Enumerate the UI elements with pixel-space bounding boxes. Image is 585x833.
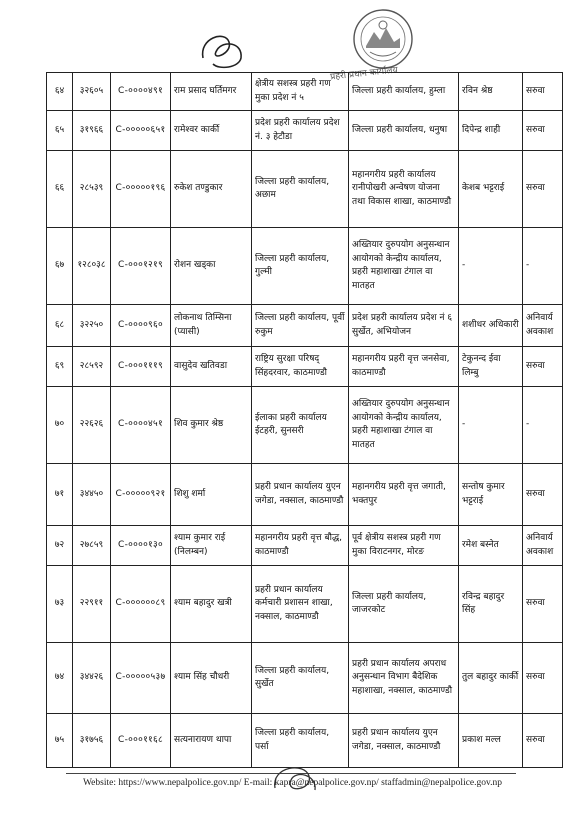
serial-number-cell: ६९ bbox=[47, 347, 73, 387]
replacement-name-cell: केशब भट्टराई bbox=[459, 151, 523, 228]
employee-id-cell: ३४४५० bbox=[73, 464, 111, 526]
employee-name-cell: रोशन खड्का bbox=[171, 228, 252, 305]
replacement-name-cell: रविन श्रेष्ठ bbox=[459, 73, 523, 111]
employee-name-cell: लोकनाथ तिम्सिना (प्यासी) bbox=[171, 305, 252, 347]
action-type-cell: अनिवार्य अवकाश bbox=[523, 526, 563, 566]
table-row bbox=[47, 73, 563, 111]
table-row bbox=[47, 305, 563, 347]
footer-contact: Website: https://www.nepalpolice.gov.np/ E-mail: kapra@nepalpolice.gov.np/ staffadmin@nepalpolice.gov.np bbox=[82, 778, 503, 788]
action-type-cell: सरुवा bbox=[523, 151, 563, 228]
service-code-cell: C-०००००९२१ bbox=[111, 464, 171, 526]
serial-number-cell: ६८ bbox=[47, 305, 73, 347]
service-code-cell: C-०००११६८ bbox=[111, 714, 171, 768]
new-office-cell: महानगरीय प्रहरी वृत्त जनसेवा, काठमाण्डौ bbox=[349, 347, 459, 387]
table-row bbox=[47, 464, 563, 526]
action-type-cell: - bbox=[523, 228, 563, 305]
employee-name-cell: सत्यनारायण थापा bbox=[171, 714, 252, 768]
employee-name-cell: शिव कुमार श्रेष्ठ bbox=[171, 387, 252, 464]
employee-id-cell: ३४४२६ bbox=[73, 643, 111, 714]
table-row bbox=[47, 643, 563, 714]
transfer-table bbox=[46, 72, 563, 768]
action-type-cell: सरुवा bbox=[523, 714, 563, 768]
service-code-cell: C-०००१११९ bbox=[111, 347, 171, 387]
service-code-cell: C-००००४५१ bbox=[111, 387, 171, 464]
employee-name-cell: राम प्रसाद घर्तिमगर bbox=[171, 73, 252, 111]
employee-name-cell: श्याम सिंह चौधरी bbox=[171, 643, 252, 714]
employee-name-cell: रामेश्वर कार्की bbox=[171, 111, 252, 151]
serial-number-cell: ७५ bbox=[47, 714, 73, 768]
action-type-cell: सरुवा bbox=[523, 347, 563, 387]
action-type-cell: सरुवा bbox=[523, 111, 563, 151]
employee-name-cell: रुकेश तण्डुकार bbox=[171, 151, 252, 228]
signature-mark-icon bbox=[195, 28, 250, 73]
new-office-cell: जिल्ला प्रहरी कार्यालय, धनुषा bbox=[349, 111, 459, 151]
new-office-cell: पूर्व क्षेत्रीय सशस्त्र प्रहरी गण मुका विराटनगर, मोरङ bbox=[349, 526, 459, 566]
serial-number-cell: ७३ bbox=[47, 566, 73, 643]
employee-name-cell: श्याम कुमार राई (निलम्बन) bbox=[171, 526, 252, 566]
replacement-name-cell: दिपेन्द्र शाही bbox=[459, 111, 523, 151]
stamp-line: प्रहरी प्रधान कार्यालय bbox=[329, 65, 399, 83]
service-code-cell: C-०००००१९६ bbox=[111, 151, 171, 228]
action-type-cell: सरुवा bbox=[523, 73, 563, 111]
employee-id-cell: ३२६०५ bbox=[73, 73, 111, 111]
replacement-name-cell: प्रकाश मल्ल bbox=[459, 714, 523, 768]
employee-id-cell: ३१९६६ bbox=[73, 111, 111, 151]
new-office-cell: अख्तियार दुरुपयोग अनुसन्धान आयोगको केन्द्रीय कार्यालय, प्रहरी महाशाखा टंगाल वा मातहत bbox=[349, 228, 459, 305]
current-office-cell: महानगरीय प्रहरी वृत्त बौद्ध, काठमाण्डौ bbox=[252, 526, 349, 566]
service-code-cell: C-००००००८९ bbox=[111, 566, 171, 643]
action-type-cell: सरुवा bbox=[523, 643, 563, 714]
replacement-name-cell: - bbox=[459, 387, 523, 464]
employee-name-cell: श्याम बहादुर खत्री bbox=[171, 566, 252, 643]
current-office-cell: राष्ट्रिय सुरक्षा परिषद् सिंहदरवार, काठमाण्डौ bbox=[252, 347, 349, 387]
new-office-cell: महानगरीय प्रहरी वृत्त जगाती, भक्तपुर bbox=[349, 464, 459, 526]
replacement-name-cell: रविन्द्र बहादुर सिंह bbox=[459, 566, 523, 643]
new-office-cell: जिल्ला प्रहरी कार्यालय, हुम्ला bbox=[349, 73, 459, 111]
table-row bbox=[47, 347, 563, 387]
serial-number-cell: ६६ bbox=[47, 151, 73, 228]
current-office-cell: जिल्ला प्रहरी कार्यालय, अछाम bbox=[252, 151, 349, 228]
new-office-cell: प्रहरी प्रधान कार्यालय अपराध अनुसन्धान विभाग बैदेशिक महाशाखा, नक्साल, काठमाण्डौ bbox=[349, 643, 459, 714]
service-code-cell: C-०००००५३७ bbox=[111, 643, 171, 714]
serial-number-cell: ७१ bbox=[47, 464, 73, 526]
serial-number-cell: ७२ bbox=[47, 526, 73, 566]
serial-number-cell: ७४ bbox=[47, 643, 73, 714]
service-code-cell: C-०००००६५१ bbox=[111, 111, 171, 151]
current-office-cell: जिल्ला प्रहरी कार्यालय, पूर्वी रुकुम bbox=[252, 305, 349, 347]
action-type-cell: अनिवार्य अवकाश bbox=[523, 305, 563, 347]
table-row bbox=[47, 526, 563, 566]
action-type-cell: सरुवा bbox=[523, 566, 563, 643]
new-office-cell: अख्तियार दुरुपयोग अनुसन्धान आयोगको केन्द्रीय कार्यालय, प्रहरी महाशाखा टंगाल वा मातहत bbox=[349, 387, 459, 464]
replacement-name-cell: शशीधर अधिकारी bbox=[459, 305, 523, 347]
employee-id-cell: २८५३९ bbox=[73, 151, 111, 228]
employee-id-cell: २८५९२ bbox=[73, 347, 111, 387]
new-office-cell: प्रदेश प्रहरी कार्यालय प्रदेश नं ६ सुर्खेत, अभियोजन bbox=[349, 305, 459, 347]
replacement-name-cell: तुल बहादुर कार्की bbox=[459, 643, 523, 714]
serial-number-cell: ६५ bbox=[47, 111, 73, 151]
employee-name-cell: शिशु शर्मा bbox=[171, 464, 252, 526]
service-code-cell: C-००००४९१ bbox=[111, 73, 171, 111]
employee-name-cell: वासुदेव खतिवडा bbox=[171, 347, 252, 387]
action-type-cell: सरुवा bbox=[523, 464, 563, 526]
replacement-name-cell: सन्तोष कुमार भट्टराई bbox=[459, 464, 523, 526]
employee-id-cell: २७८५९ bbox=[73, 526, 111, 566]
table-row bbox=[47, 111, 563, 151]
table-row bbox=[47, 151, 563, 228]
current-office-cell: जिल्ला प्रहरी कार्यालय, गुल्मी bbox=[252, 228, 349, 305]
replacement-name-cell: टेकुनन्द ईवा लिम्बु bbox=[459, 347, 523, 387]
replacement-name-cell: रमेश बस्नेत bbox=[459, 526, 523, 566]
serial-number-cell: ६७ bbox=[47, 228, 73, 305]
current-office-cell: क्षेत्रीय सशस्त्र प्रहरी गण मुका प्रदेश नं ५ bbox=[252, 73, 349, 111]
current-office-cell: प्रहरी प्रधान कार्यालय युएन जगेडा, नक्साल, काठमाण्डौ bbox=[252, 464, 349, 526]
employee-id-cell: २२९११ bbox=[73, 566, 111, 643]
current-office-cell: ईलाका प्रहरी कार्यालय ईटहरी, सुनसरी bbox=[252, 387, 349, 464]
service-code-cell: C-०००१२१९ bbox=[111, 228, 171, 305]
employee-id-cell: ३१७५६ bbox=[73, 714, 111, 768]
action-type-cell: - bbox=[523, 387, 563, 464]
current-office-cell: जिल्ला प्रहरी कार्यालय, सुर्खेत bbox=[252, 643, 349, 714]
current-office-cell: जिल्ला प्रहरी कार्यालय, पर्सा bbox=[252, 714, 349, 768]
new-office-cell: प्रहरी प्रधान कार्यालय युएन जगेडा, नक्साल, काठमाण्डौ bbox=[349, 714, 459, 768]
government-emblem-seal-icon bbox=[352, 8, 414, 70]
serial-number-cell: ६४ bbox=[47, 73, 73, 111]
service-code-cell: C-००००९६० bbox=[111, 305, 171, 347]
employee-id-cell: ३२२५० bbox=[73, 305, 111, 347]
table-row bbox=[47, 387, 563, 464]
current-office-cell: प्रहरी प्रधान कार्यालय कर्मचारी प्रशासन शाखा, नक्साल, काठमाण्डौ bbox=[252, 566, 349, 643]
new-office-cell: महानगरीय प्रहरी कार्यालय रानीपोखरी अन्वेषण योजना तथा विकास शाखा, काठमाण्डौ bbox=[349, 151, 459, 228]
serial-number-cell: ७० bbox=[47, 387, 73, 464]
table-row bbox=[47, 566, 563, 643]
employee-id-cell: १२८०३८ bbox=[73, 228, 111, 305]
service-code-cell: C-००००१३० bbox=[111, 526, 171, 566]
new-office-cell: जिल्ला प्रहरी कार्यालय, जाजरकोट bbox=[349, 566, 459, 643]
replacement-name-cell: - bbox=[459, 228, 523, 305]
employee-id-cell: २२६२६ bbox=[73, 387, 111, 464]
table-row bbox=[47, 228, 563, 305]
current-office-cell: प्रदेश प्रहरी कार्यालय प्रदेश नं. ३ हेटौडा bbox=[252, 111, 349, 151]
